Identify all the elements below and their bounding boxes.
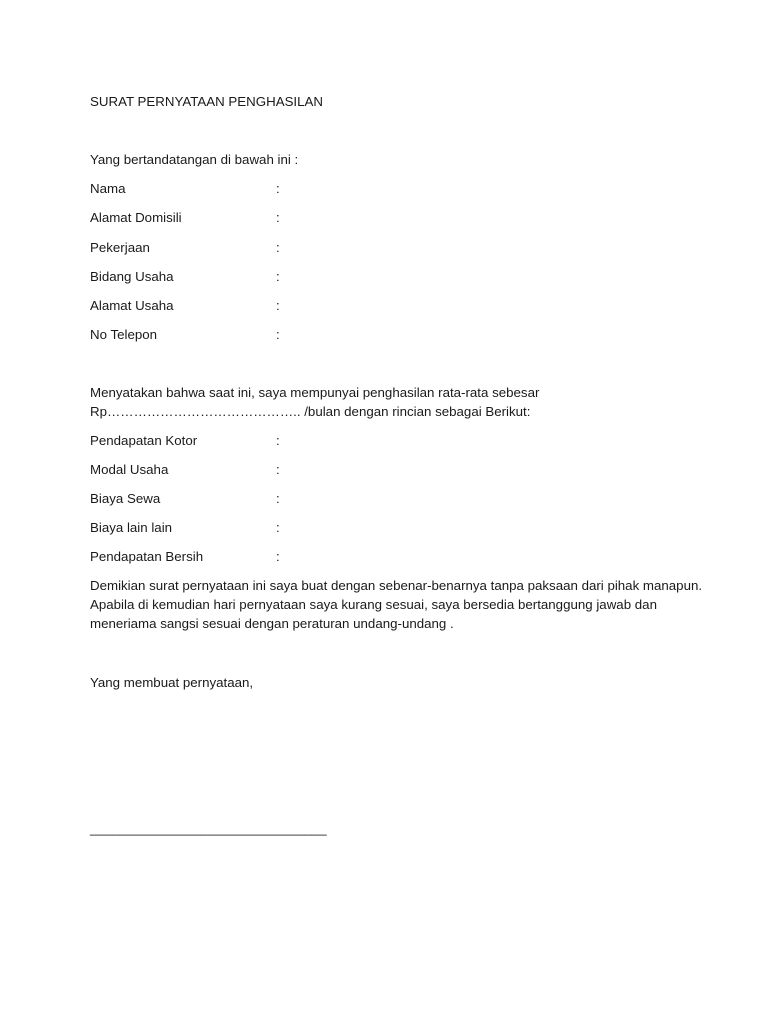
field-label-biaya-sewa: Biaya Sewa [90, 491, 161, 506]
field-label-biaya-lain-lain: Biaya lain lain [90, 520, 173, 535]
field-colon: : [276, 462, 280, 477]
field-colon: : [276, 433, 280, 448]
signoff-text: Yang membuat pernyataan, [90, 675, 254, 690]
field-label-alamat-domisili: Alamat Domisili [90, 210, 182, 225]
field-label-alamat-usaha: Alamat Usaha [90, 298, 174, 313]
closing-line-1: Demikian surat pernyataan ini saya buat dengan sebenar-benarnya tanpa paksaan dari pihak manapun. [90, 578, 703, 593]
field-colon: : [276, 491, 280, 506]
field-colon: : [276, 269, 280, 284]
closing-line-3: meneriama sangsi sesuai dengan peraturan undang-undang . [90, 616, 454, 631]
field-colon: : [276, 549, 280, 564]
field-label-modal-usaha: Modal Usaha [90, 462, 169, 477]
statement-line-1: Menyatakan bahwa saat ini, saya mempunyai penghasilan rata-rata sebesar [90, 385, 540, 400]
statement-line-2: Rp…………………………………….. /bulan dengan rincian sebagai Berikut: [90, 404, 531, 419]
field-label-no-telepon: No Telepon [90, 327, 158, 342]
signature-line: ________________________________ [90, 821, 327, 836]
field-label-bidang-usaha: Bidang Usaha [90, 269, 174, 284]
field-colon: : [276, 210, 280, 225]
field-label-pekerjaan: Pekerjaan [90, 240, 150, 255]
intro-text: Yang bertandatangan di bawah ini : [90, 152, 299, 167]
document-title: SURAT PERNYATAAN PENGHASILAN [90, 94, 323, 109]
field-colon: : [276, 181, 280, 196]
field-colon: : [276, 327, 280, 342]
closing-line-2: Apabila di kemudian hari pernyataan saya kurang sesuai, saya bersedia bertanggung jawab dan [90, 597, 657, 612]
field-label-nama: Nama [90, 181, 126, 196]
field-label-pendapatan-bersih: Pendapatan Bersih [90, 549, 204, 564]
field-colon: : [276, 298, 280, 313]
field-colon: : [276, 240, 280, 255]
field-label-pendapatan-kotor: Pendapatan Kotor [90, 433, 198, 448]
field-colon: : [276, 520, 280, 535]
